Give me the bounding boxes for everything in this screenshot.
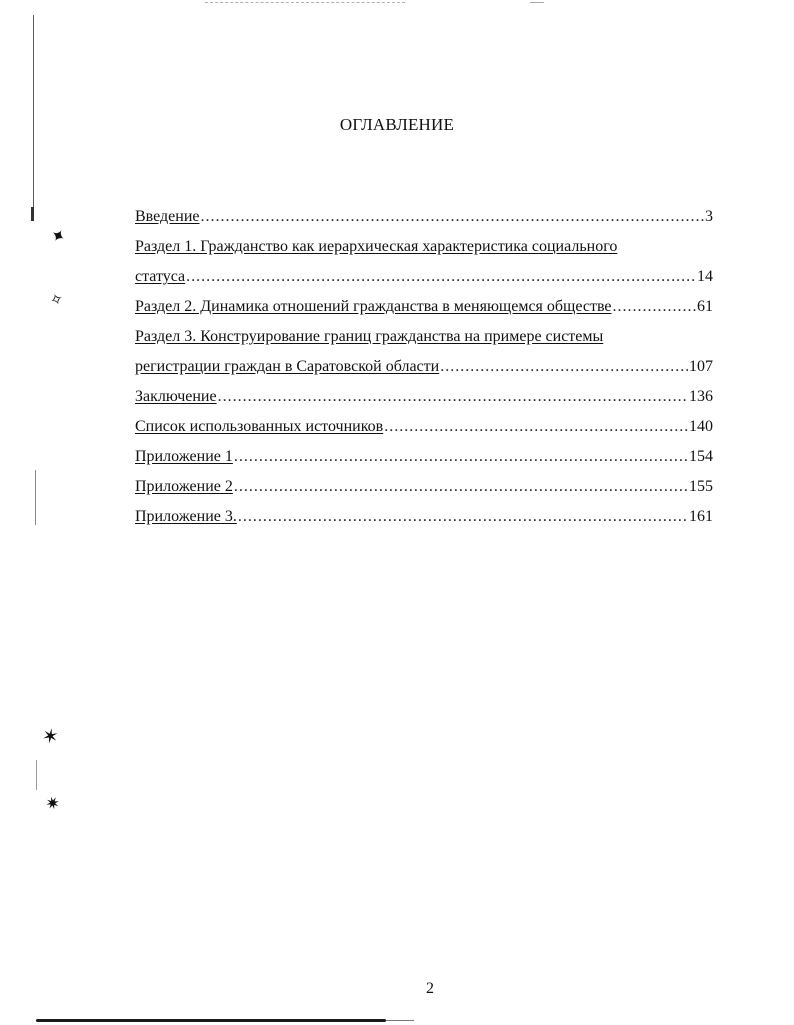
toc-entry-section-2[interactable] (135, 292, 713, 322)
toc-leader-dots (186, 262, 696, 292)
toc-entry-section-1-line-2[interactable] (135, 262, 713, 292)
scan-artifact-speck-icon: ✶ (40, 722, 61, 750)
toc-entry-references[interactable] (135, 412, 713, 442)
table-of-contents (135, 202, 713, 532)
scan-artifact-bottom-edge (36, 1019, 386, 1022)
toc-page-number: 136 (689, 388, 713, 405)
toc-entry-title-continuation[interactable]: регистрации граждан в Саратовской области (135, 358, 440, 375)
toc-entry-section-3-line-1[interactable] (135, 322, 713, 352)
toc-leader-dots (238, 502, 688, 532)
scan-artifact-margin-line-lower (35, 470, 36, 525)
toc-leader-dots (218, 382, 688, 412)
toc-entry-appendix-3[interactable] (135, 502, 713, 532)
toc-page-number: 155 (689, 478, 713, 495)
toc-page-number: 61 (697, 298, 713, 315)
toc-entry-title[interactable]: Приложение 3. (135, 508, 237, 525)
toc-entry-title[interactable]: Приложение 2 (135, 478, 233, 495)
page-number: 2 (426, 980, 434, 997)
toc-page-number: 140 (689, 418, 713, 435)
scan-artifact-bottom-tail (386, 1020, 414, 1021)
toc-leader-dots (234, 472, 688, 502)
toc-entry-title-continuation[interactable]: статуса (135, 268, 186, 285)
toc-page-number: 107 (689, 358, 713, 375)
toc-entry-appendix-2[interactable] (135, 472, 713, 502)
toc-page-number: 154 (689, 448, 713, 465)
toc-entry-section-3-line-2[interactable] (135, 352, 713, 382)
toc-entry-appendix-1[interactable] (135, 442, 713, 472)
toc-page-number: 14 (697, 268, 713, 285)
scan-artifact-margin-line-bottom (36, 760, 37, 790)
toc-page-number: 161 (689, 508, 713, 525)
scan-artifact-speck-icon: ✷ (43, 792, 63, 816)
scan-artifact-margin-tick (31, 207, 34, 221)
toc-leader-dots (234, 442, 688, 472)
scan-artifact-speck-icon: ✦ (46, 223, 70, 250)
toc-entry-title[interactable]: Раздел 2. Динамика отношений гражданства в меняющемся обществе (135, 298, 612, 315)
toc-entry-title[interactable]: Список использованных источников (135, 418, 384, 435)
toc-entry-title[interactable]: Приложение 1 (135, 448, 233, 465)
scan-artifact-top-mark (530, 2, 544, 3)
toc-entry-title[interactable]: Введение (135, 208, 200, 225)
page-title: ОГЛАВЛЕНИЕ (339, 115, 455, 134)
toc-entry-section-1-line-1[interactable] (135, 232, 713, 262)
toc-leader-dots (613, 292, 696, 322)
toc-entry-conclusion[interactable] (135, 382, 713, 412)
scan-artifact-speck-icon: ✧ (46, 288, 67, 311)
toc-page-number: 3 (705, 208, 713, 225)
toc-entry-title[interactable]: Заключение (135, 388, 217, 405)
scan-artifact-top-line (205, 2, 405, 4)
toc-entry-introduction[interactable] (135, 202, 713, 232)
toc-leader-dots (201, 202, 705, 232)
toc-leader-dots (384, 412, 688, 442)
toc-leader-dots (440, 352, 688, 382)
toc-entry-title[interactable]: Раздел 1. Гражданство как иерархическая характеристика социального (135, 238, 618, 255)
toc-entry-title[interactable]: Раздел 3. Конструирование границ гражданства на примере системы (135, 328, 604, 345)
